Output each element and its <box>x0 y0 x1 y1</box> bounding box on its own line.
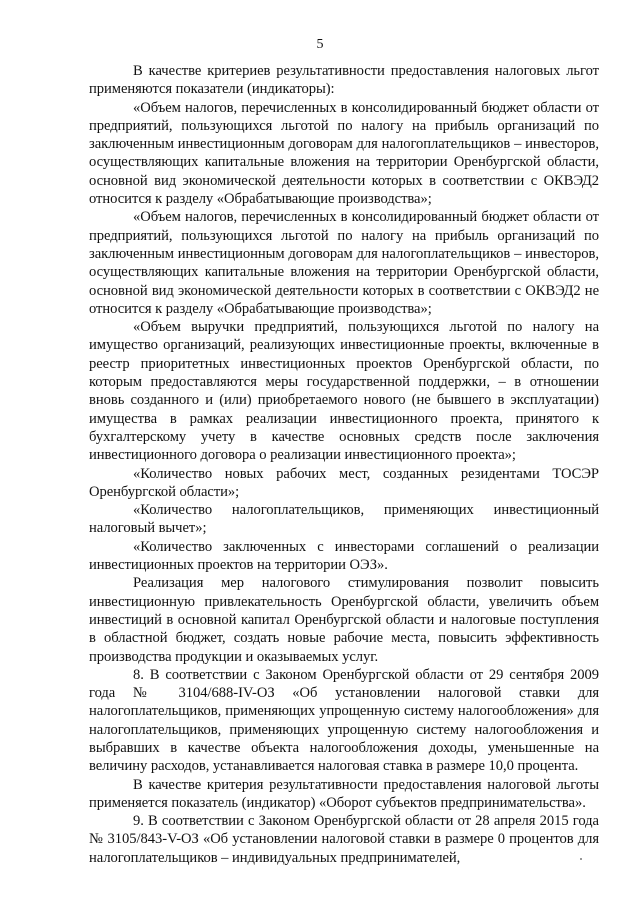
paragraph-indicator-non-manufacturing: «Объем налогов, перечисленных в консолидированный бюджет области от предприятий, пользующихся льготой по налогу на прибыль организаций по заключенным инвестиционным договорам для налогоплательщиков – инвесторов, осуществляющих капитальные вложения на территории Оренбургской области, основной вид экономической деятельности которых в соответствии с ОКВЭД2 не относится к разделу «Обрабатывающие производства»; <box>89 209 599 317</box>
paragraph-section-8: 8. В соответствии с Законом Оренбургской области от 29 сентября 2009 года № 3104/688-IV-ОЗ «Об установлении налоговой ставки для налогоплательщиков, применяющих упрощенную систему налогообложения» для налогоплательщиков, применяющих упрощенную систему налогообложения и выбравших в качестве объекта налогообложения доходы, уменьшенные на величину расходов, устанавливается налоговая ставка в размере 10,0 процента. <box>89 666 599 775</box>
paragraph-indicator-revenue: «Объем выручки предприятий, пользующихся льготой по налогу на имущество организаций, реализующих инвестиционные проекты, включенные в реестр приоритетных инвестиционных проектов Оренбургской области, по которым предоставляются меры государственной поддержки, – в отношении вновь созданного и (или) приобретаемого нового (не бывшего в эксплуатации) имущества в рамках реализации инвестиционного проекта, принятого к бухгалтерскому учету в качестве основных средств после заключения инвестиционного договора о реализации инвестиционного проекта»; <box>89 319 599 464</box>
page-number: 5 <box>316 37 324 52</box>
document-body <box>89 62 599 867</box>
paragraph-indicator-manufacturing: «Объем налогов, перечисленных в консолидированный бюджет области от предприятий, пользующихся льготой по налогу на прибыль организаций по заключенным инвестиционным договорам для налогоплательщиков – инвесторов, осуществляющих капитальные вложения на территории Оренбургской области, основной вид экономической деятельности которых в соответствии с ОКВЭД2 относится к разделу «Обрабатывающие производства»; <box>89 99 599 208</box>
paragraph-section-9: 9. В соответствии с Законом Оренбургской области от 28 апреля 2015 года № 3105/843-V-ОЗ «Об установлении налоговой ставки в размере 0 процентов для налогоплательщиков – индивидуальных предпринимателей, <box>89 813 599 866</box>
paragraph-indicator-jobs: «Количество новых рабочих мест, созданных резидентами ТОСЭР Оренбургской области»; <box>89 465 599 500</box>
paragraph-implementation: Реализация мер налогового стимулирования позволит повысить инвестиционную привлекательность Оренбургской области, увеличить объем инвестиций в основной капитал Оренбургской области и налоговые поступления в областной бюджет, создать новые рабочие места, повысить эффективность производства продукции и оказываемых услуг. <box>89 575 599 665</box>
paragraph-indicator-agreements: «Количество заключенных с инвесторами соглашений о реализации инвестиционных проектов на территории ОЭЗ». <box>89 538 599 574</box>
paragraph-criteria-intro: В качестве критериев результативности предоставления налоговых льгот применяются показатели (индикаторы): <box>89 63 599 98</box>
paragraph-indicator-taxpayers: «Количество налогоплательщиков, применяющих инвестиционный налоговый вычет»; <box>89 502 599 537</box>
paragraph-criterion-turnover: В качестве критерия результативности предоставления налоговой льготы применяется показатель (индикатор) «Оборот субъектов предпринимательства». <box>89 776 599 811</box>
scan-speck <box>580 858 582 860</box>
